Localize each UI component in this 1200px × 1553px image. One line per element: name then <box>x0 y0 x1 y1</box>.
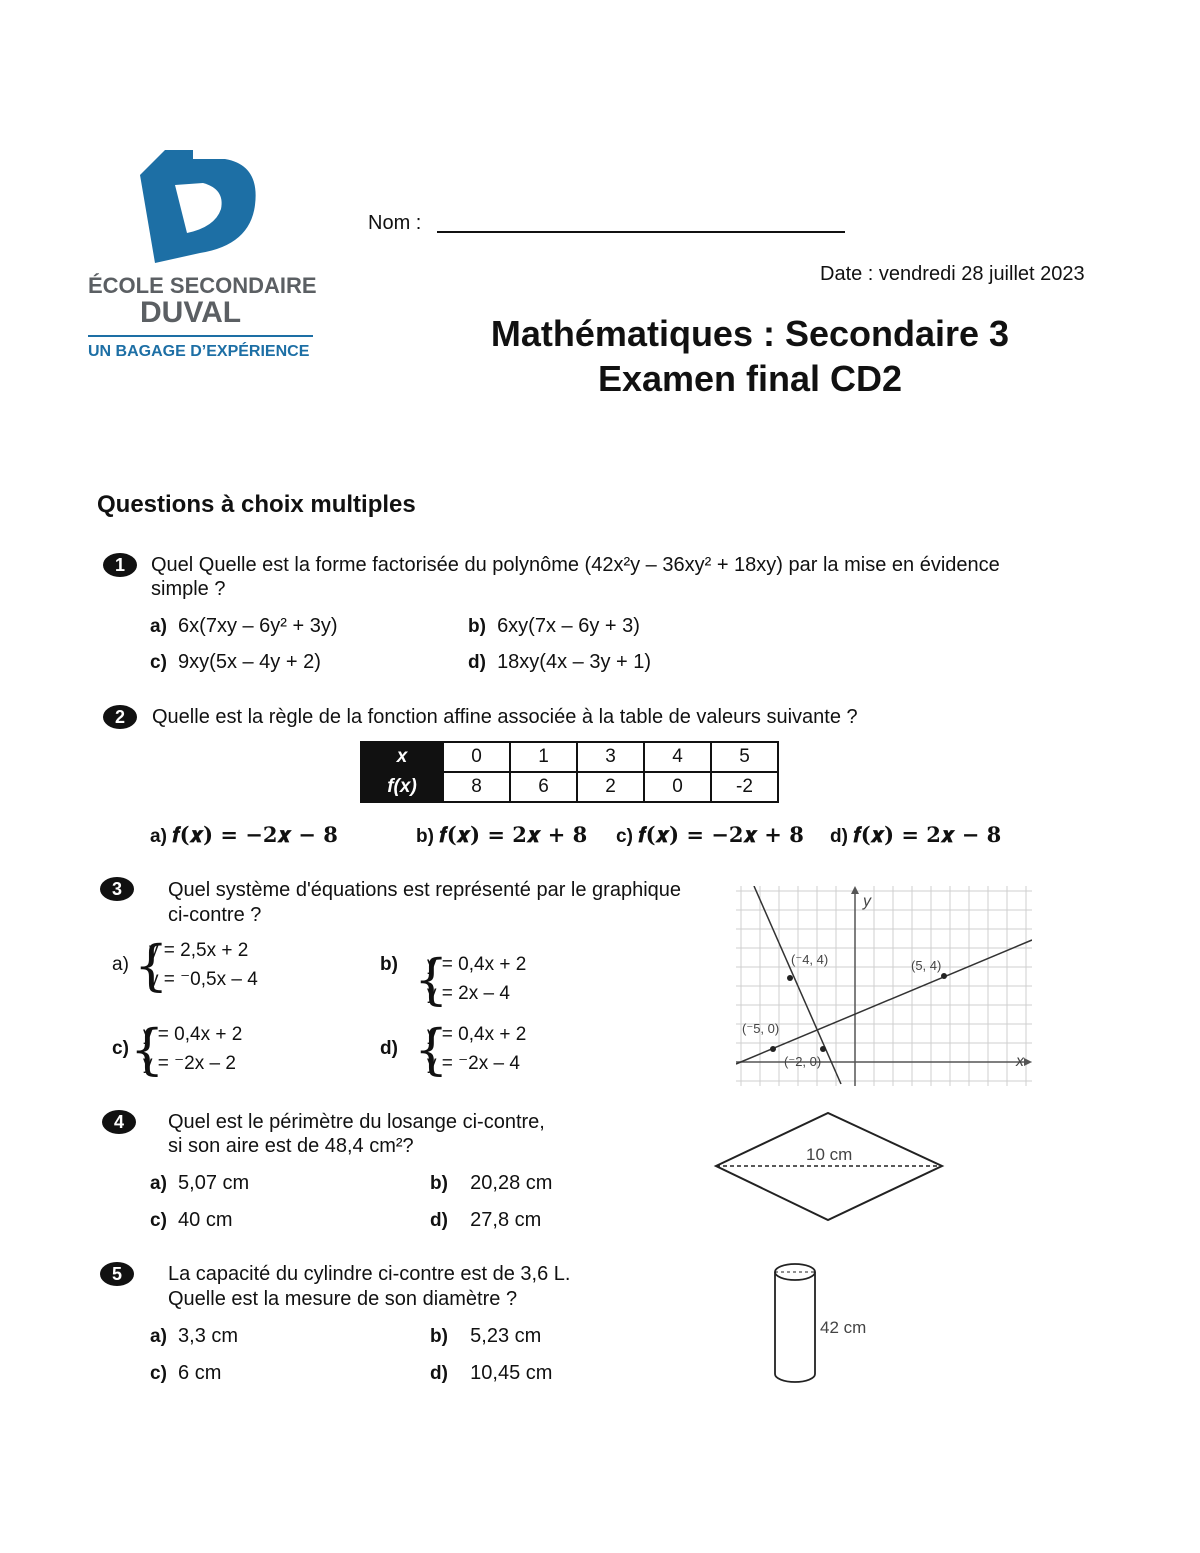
table-cell: 2 <box>577 772 644 802</box>
question-number: 4 <box>102 1110 136 1134</box>
option-label: a) <box>112 954 129 975</box>
point-marker <box>941 973 947 979</box>
option-text: 𝒇(𝒙) = 𝟐𝒙 − 𝟖 <box>853 822 1002 847</box>
table-cell: 0 <box>443 742 510 772</box>
option-label: c) <box>112 1038 129 1059</box>
q5-option-c[interactable] <box>150 1361 221 1386</box>
school-logo <box>85 145 325 370</box>
option-text: 5,07 cm <box>178 1172 250 1194</box>
logo-line2: DUVAL <box>140 296 242 329</box>
title-line2: Examen final CD2 <box>597 358 903 399</box>
table-cell: 5 <box>711 742 778 772</box>
equation-1: y = 2,5x + 2 <box>149 940 249 961</box>
option-text: 20,28 cm <box>470 1172 553 1194</box>
option-text: 40 cm <box>178 1209 233 1231</box>
cylinder-bottom <box>775 1374 815 1382</box>
point-label: (⁻2, 0) <box>784 1054 822 1069</box>
q1-option-a[interactable] <box>150 614 338 639</box>
table-cell: 1 <box>510 742 577 772</box>
q2-option-a[interactable] <box>150 823 338 849</box>
q1-option-d[interactable] <box>468 650 651 675</box>
q3-graph <box>736 886 1032 1086</box>
logo-line1: ÉCOLE SECONDAIRE <box>88 273 317 298</box>
point-marker <box>770 1046 776 1052</box>
option-label: b) <box>468 616 486 637</box>
q5-cylinder-figure <box>760 1256 900 1390</box>
option-label: d) <box>830 826 848 847</box>
table-cell: 3 <box>577 742 644 772</box>
q5-option-a[interactable] <box>150 1324 238 1349</box>
option-label: c) <box>150 1210 167 1231</box>
brace-icon: { <box>134 934 169 997</box>
figure-label: 42 cm <box>820 1318 867 1337</box>
q2-text: Quelle est la règle de la fonction affine associée à la table de valeurs suivante ? <box>152 706 858 728</box>
q4-option-d[interactable] <box>430 1208 541 1233</box>
q1-text-line1: Quel Quelle est la forme factorisée du polynôme (42x²y – 36xy² + 18xy) par la mise en évidence <box>151 554 1000 576</box>
question-number: 2 <box>103 705 137 729</box>
option-label: a) <box>150 616 167 637</box>
q5-option-b[interactable] <box>430 1324 541 1349</box>
q2-option-c[interactable] <box>616 823 804 849</box>
option-label: b) <box>430 1326 448 1347</box>
option-text: 6 cm <box>178 1362 222 1384</box>
exam-date: Date : vendredi 28 juillet 2023 <box>820 263 1085 285</box>
option-label: d) <box>430 1210 448 1231</box>
logo-divider <box>88 335 313 337</box>
option-label: b) <box>430 1173 448 1194</box>
table-cell: 4 <box>644 742 711 772</box>
nom-input-line[interactable] <box>437 231 845 233</box>
point-marker <box>820 1046 826 1052</box>
brace-icon: { <box>414 1018 449 1081</box>
table-row <box>361 772 778 802</box>
q4-text-line1: Quel est le périmètre du losange ci-contre, <box>168 1111 545 1133</box>
q5-option-d[interactable] <box>430 1361 552 1386</box>
option-text: 10,45 cm <box>470 1362 553 1384</box>
section-title: Questions à choix multiples <box>97 491 416 518</box>
y-axis-arrow-icon <box>851 886 859 894</box>
table-header-x: x <box>361 742 443 772</box>
value-table <box>360 741 779 803</box>
option-label: d) <box>468 652 486 673</box>
option-text: 5,23 cm <box>470 1325 542 1347</box>
equation-1: y = 0,4x + 2 <box>427 1024 527 1045</box>
option-text: 6xy(7x – 6y + 3) <box>497 615 640 637</box>
option-text: 𝒇(𝒙) = −𝟐𝒙 + 𝟖 <box>638 822 804 847</box>
q1-option-b[interactable] <box>468 614 640 639</box>
x-axis-arrow-icon <box>1024 1058 1032 1066</box>
point-label: (⁻5, 0) <box>742 1021 780 1036</box>
option-label: a) <box>150 1173 167 1194</box>
question-number: 1 <box>103 553 137 577</box>
equation-2: y = 2x – 4 <box>427 983 510 1004</box>
table-row <box>361 742 778 772</box>
option-text: 𝒇(𝒙) = 𝟐𝒙 + 𝟖 <box>439 822 588 847</box>
axis-label-y: y <box>863 893 871 910</box>
option-text: 18xy(4x – 3y + 1) <box>497 651 652 673</box>
equation-1: y = 0,4x + 2 <box>427 954 527 975</box>
q3-option-d[interactable] <box>380 1018 610 1083</box>
point-marker <box>787 975 793 981</box>
logo-line3: UN BAGAGE D’EXPÉRIENCE <box>88 343 310 360</box>
page-title <box>400 311 1100 401</box>
table-cell: 0 <box>644 772 711 802</box>
title-line1: Mathématiques : Secondaire 3 <box>490 313 1010 354</box>
graph-grid <box>736 886 1032 1086</box>
option-text: 9xy(5x – 4y + 2) <box>178 651 321 673</box>
point-label: (⁻4, 4) <box>791 952 829 967</box>
brace-icon: { <box>130 1018 165 1081</box>
logo-d-icon <box>85 145 325 270</box>
q2-option-b[interactable] <box>416 823 587 849</box>
option-label: b) <box>416 826 434 847</box>
q1-text-line2: simple ? <box>151 578 226 600</box>
option-label: c) <box>150 652 167 673</box>
table-cell: -2 <box>711 772 778 802</box>
option-text: 6x(7xy – 6y² + 3y) <box>178 615 338 637</box>
option-label: c) <box>616 826 633 847</box>
table-cell: 6 <box>510 772 577 802</box>
q5-text-line2: Quelle est la mesure de son diamètre ? <box>168 1288 518 1310</box>
option-text: 3,3 cm <box>178 1325 239 1347</box>
option-label: c) <box>150 1363 167 1384</box>
q3-text-line2: ci-contre ? <box>168 904 262 926</box>
option-text: 𝒇(𝒙) = −𝟐𝒙 − 𝟖 <box>172 822 338 847</box>
q4-option-c[interactable] <box>150 1208 233 1233</box>
point-label: (5, 4) <box>911 958 942 973</box>
q1-option-c[interactable] <box>150 650 321 675</box>
q4-text-line2: si son aire est de 48,4 cm²? <box>168 1135 414 1157</box>
axis-label-x: x <box>1016 1053 1024 1070</box>
option-text: 27,8 cm <box>470 1209 542 1231</box>
nom-label: Nom : <box>368 212 422 234</box>
question-number: 5 <box>100 1262 134 1286</box>
brace-icon: { <box>414 948 449 1011</box>
equation-1: y = 0,4x + 2 <box>143 1024 243 1045</box>
q4-rhombus-figure <box>710 1106 950 1226</box>
question-number: 3 <box>100 877 134 901</box>
table-cell: 8 <box>443 772 510 802</box>
q2-option-d[interactable] <box>830 823 1001 849</box>
option-label: a) <box>150 1326 167 1347</box>
q5-text-line1: La capacité du cylindre ci-contre est de 3,6 L. <box>168 1263 571 1285</box>
q3-option-c[interactable] <box>112 1018 342 1083</box>
q3-option-a[interactable] <box>112 934 342 999</box>
q3-text-line1: Quel système d'équations est représenté par le graphique <box>168 879 682 901</box>
equation-2: y = ⁻0,5x – 4 <box>149 969 258 990</box>
option-label: d) <box>380 1038 398 1059</box>
option-label: b) <box>380 954 398 975</box>
option-label: d) <box>430 1363 448 1384</box>
option-label: a) <box>150 826 167 847</box>
equation-2: y = ⁻2x – 4 <box>427 1053 520 1074</box>
q3-option-b[interactable] <box>380 948 610 1013</box>
equation-2: y = ⁻2x – 2 <box>143 1053 236 1074</box>
table-header-fx: f(x) <box>361 772 443 802</box>
figure-label: 10 cm <box>806 1145 853 1164</box>
q4-option-a[interactable] <box>150 1171 249 1196</box>
q4-option-b[interactable] <box>430 1171 552 1196</box>
